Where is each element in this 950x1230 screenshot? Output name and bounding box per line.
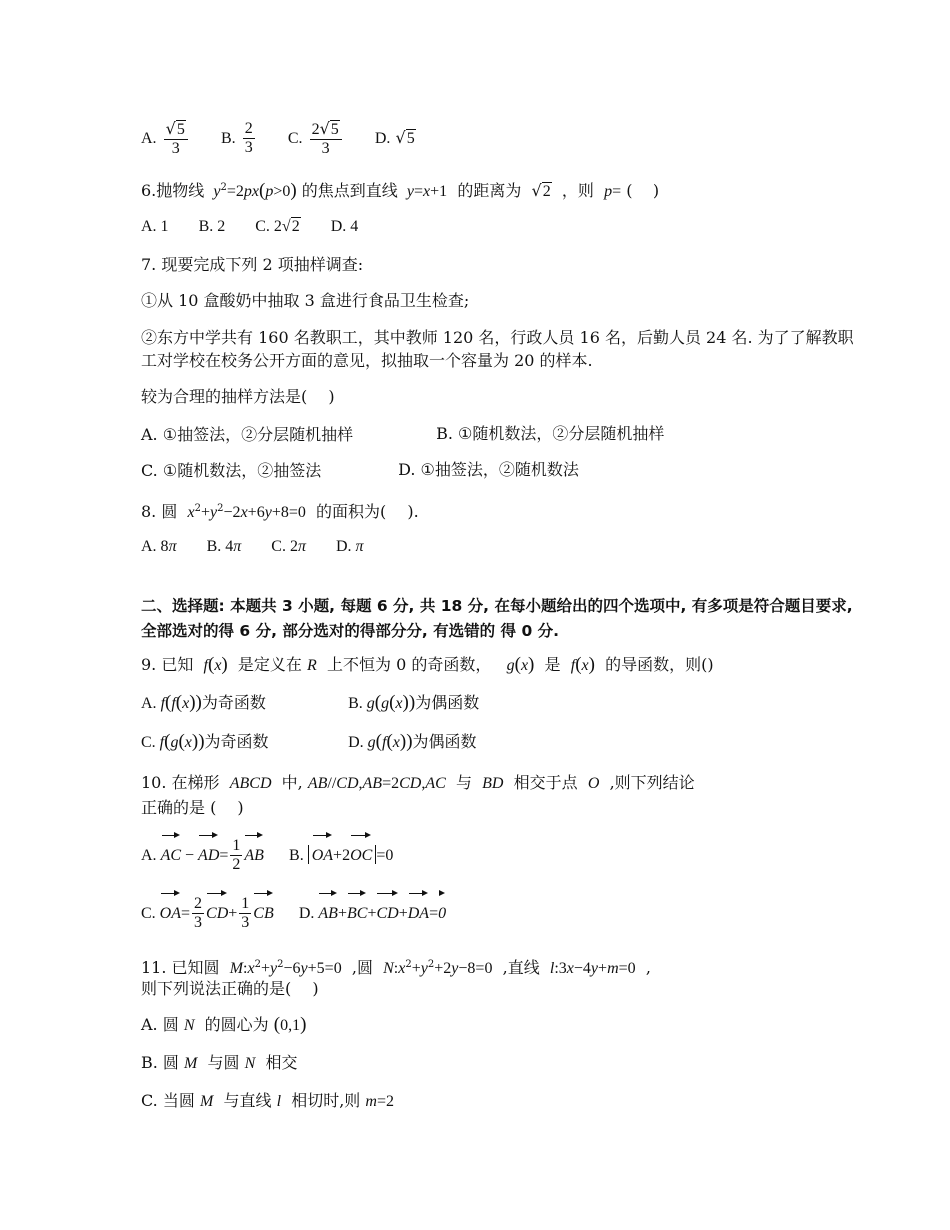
q6-stem: 6.抛物线 $y^2=2px(p>0)$ 的焦点到直线 y=x+1 的距离为 √2 ，则 p= ( ) [141, 180, 660, 201]
q9-options-row-2 [141, 731, 860, 754]
q8-option-a[interactable]: A. 8π [141, 538, 177, 556]
section-2-heading: 二、选择题: 本题共 3 小题, 每题 6 分, 共 18 分, 在每小题给出的四个选项中, 有多项是符合题目要求, 全部选对的得 6 分, 部分选对的得部分分, 有选错的 得 0 分. [141, 597, 853, 640]
q5-options-row [141, 118, 860, 158]
q8-option-d[interactable]: D. π [335, 538, 364, 556]
q7-item-2: ②东方中学共有 160 名教职工，其中教师 120 名，行政人员 16 名，后勤人员 24 名. 为了了解教职工对学校在校务公开方面的意见，拟抽取一个容量为 20 的样本. [141, 328, 854, 370]
q5-option-a[interactable]: A. $\frac{√5}{3}$ [141, 118, 190, 159]
q8-options-row [141, 536, 860, 558]
q6-option-c[interactable]: C. 2√2 [255, 218, 300, 236]
q10-options-row-1 [141, 834, 860, 876]
q5-option-c[interactable]: C. $\frac{2√5}{3}$ [288, 118, 344, 159]
q10-option-b[interactable]: B. OA+2OC =0 [289, 834, 393, 877]
q7-question: 较为合理的抽样方法是( ) [141, 387, 335, 406]
q10-option-d[interactable]: D. AB+BC+CD+DA=0 [299, 892, 446, 935]
q7-option-a[interactable]: A. ①抽签法，②分层随机抽样 [141, 424, 354, 444]
q5-option-d[interactable]: D. √5 [374, 128, 415, 147]
q8-stem: 8. 圆 $x^2+y^2-2x+6y+8=0$ 的面积为( ). [141, 502, 419, 521]
q7-option-b[interactable]: B. ①随机数法，②分层随机抽样 [436, 424, 665, 443]
q9-option-a[interactable]: A. f(f(x))为奇函数 [141, 692, 266, 713]
q7-item-1: ①从 10 盒酸奶中抽取 3 盒进行食品卫生检查; [141, 291, 470, 310]
q10-options-row-2 [141, 892, 860, 934]
q7-option-c[interactable]: C. ①随机数法，②抽签法 [141, 460, 322, 480]
q9-option-c[interactable]: C. f(g(x))为奇函数 [141, 731, 269, 752]
q9-option-d[interactable]: D. g(f(x))为偶函数 [348, 731, 477, 752]
q7-options-row-2 [141, 459, 860, 482]
q9-stem: 9. 已知 f(x) 是定义在 R 上不恒为 0 的奇函数， g(x) 是 f(x) 的导函数，则() [141, 654, 714, 675]
q10-option-a[interactable]: A. AC − AD= $\frac{1}{2}$ AB [141, 834, 264, 877]
q6-options-row [141, 216, 860, 238]
q8-option-b[interactable]: B. 4π [206, 538, 242, 556]
q11-stem: 11. 已知圆 $M:x^2+y^2-6y+5=0$ ,圆 $N:x^2+y^2+2y-8=0$ ,直线 l:3x−4y+m=0 , [141, 958, 651, 977]
q9-options-row-1 [141, 692, 860, 715]
q7-options-row-1 [141, 423, 860, 446]
q8-option-c[interactable]: C. 2π [271, 538, 306, 556]
q6-option-b[interactable]: B. 2 [198, 218, 226, 236]
q10-stem: 10. 在梯形 ABCD 中, AB//CD,AB=2CD,AC 与 BD 相交于点 O ,则下列结论 [141, 773, 695, 792]
q11-option-b[interactable]: B. 圆 M 与圆 N 相交 [141, 1053, 298, 1072]
q7-stem: 7. 现要完成下列 2 项抽样调查: [141, 255, 364, 274]
q5-option-b[interactable]: B. $\frac{2}{3}$ [220, 120, 253, 156]
q6-option-a[interactable]: A. 1 [141, 218, 169, 236]
q9-option-b[interactable]: B. g(g(x))为偶函数 [348, 692, 480, 713]
q11-option-a[interactable]: A. 圆 N 的圆心为 (0,1) [141, 1014, 307, 1035]
q11-stem-cont: 则下列说法正确的是( ) [141, 979, 319, 998]
q10-option-c[interactable]: C. OA= $\frac{2}{3}$ CD+ $\frac{1}{3}$ CB [141, 892, 274, 935]
q10-stem-cont: 正确的是 ( ) [141, 798, 244, 817]
q11-option-c[interactable]: C. 当圆 M 与直线 l 相切时,则 m=2 [141, 1091, 394, 1110]
q7-option-d[interactable]: D. ①抽签法，②随机数法 [398, 460, 579, 479]
q6-option-d[interactable]: D. 4 [330, 218, 359, 236]
